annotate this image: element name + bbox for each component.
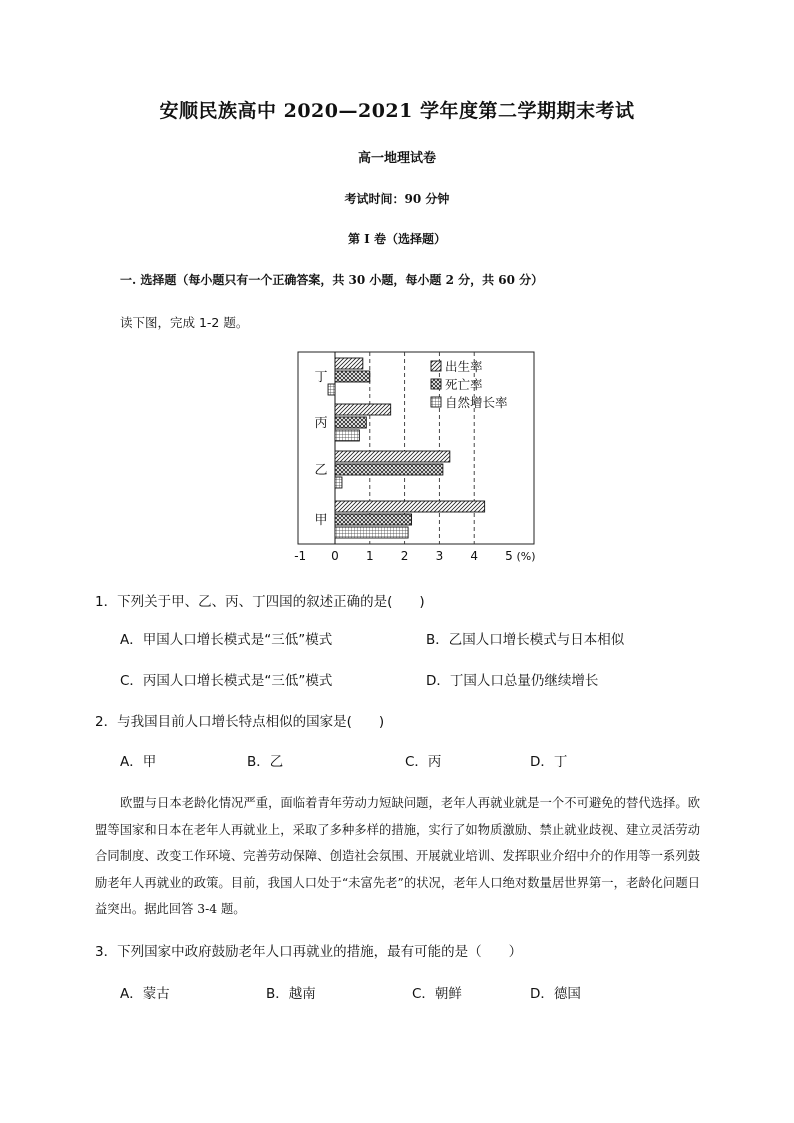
bar-丙-自然增长率 xyxy=(335,430,359,441)
q2-option-b: B．乙 xyxy=(247,754,284,770)
exam-time: 考试时间：90 分钟 xyxy=(344,192,450,206)
bar-乙-死亡率 xyxy=(335,464,443,475)
q2-option-a: A．甲 xyxy=(120,754,157,770)
q3-option-d: D．德国 xyxy=(530,986,581,1002)
question-2: 2．与我国目前人口增长特点相似的国家是( ) xyxy=(95,714,385,730)
x-tick-label--1: -1 xyxy=(294,549,307,563)
bar-乙-出生率 xyxy=(335,451,450,462)
legend-label-自然增长率: 自然增长率 xyxy=(445,395,508,410)
exam-title: 安顺民族高中 2020—2021 学年度第二学期期末考试 xyxy=(159,100,635,122)
legend-swatch-自然增长率 xyxy=(431,397,441,407)
x-tick-label-2: 2 xyxy=(400,549,409,563)
x-axis-unit: (%) xyxy=(516,550,536,563)
legend-label-出生率: 出生率 xyxy=(445,359,483,374)
bar-甲-出生率 xyxy=(335,501,485,512)
q2-option-c: C．丙 xyxy=(405,754,442,770)
figure-intro: 读下图，完成 1-2 题。 xyxy=(120,315,249,330)
exam-subtitle: 高一地理试卷 xyxy=(357,151,436,166)
bar-丁-自然增长率 xyxy=(328,384,335,395)
q1-option-a: A．甲国人口增长模式是“三低”模式 xyxy=(120,632,333,648)
question-1: 1．下列关于甲、乙、丙、丁四国的叙述正确的是( ) xyxy=(95,594,425,610)
x-tick-label-4: 4 xyxy=(470,549,479,563)
question-3: 3．下列国家中政府鼓励老年人口再就业的措施，最有可能的是（ ） xyxy=(95,944,523,960)
legend-swatch-出生率 xyxy=(431,361,441,371)
section-heading: 一. 选择题（每小题只有一个正确答案，共 30 小题，每小题 2 分，共 60 分） xyxy=(120,273,544,287)
q1-option-d: D．丁国人口总量仍继续增长 xyxy=(426,673,599,689)
population-bar-chart xyxy=(288,350,558,572)
bar-丙-死亡率 xyxy=(335,417,366,428)
legend-swatch-死亡率 xyxy=(431,379,441,389)
q1-option-b: B．乙国人口增长模式与日本相似 xyxy=(426,632,625,648)
x-tick-label-3: 3 xyxy=(435,549,444,563)
bar-乙-自然增长率 xyxy=(335,477,342,488)
reading-passage: 欧盟与日本老龄化情况严重，面临着青年劳动力短缺问题，老年人再就业就是一个不可避免的替代选择。欧盟等国家和日本在老年人再就业上，采取了多种多样的措施，实行了如物质激励、禁止就业歧视、建立灵活劳动合同制度、改变工作环境、完善劳动保障、创造社会氛围、开展就业培训、发挥职业介绍中介的作用等一系列鼓励老年人再就业的政策。目前，我国人口处于“未富先老”的状况，老年人口绝对数量居世界第一，老龄化问题日益突出。据此回答 3-4 题。 xyxy=(95,796,700,916)
x-tick-label-1: 1 xyxy=(365,549,374,563)
q1-option-c: C．丙国人口增长模式是“三低”模式 xyxy=(120,673,333,689)
part-heading: 第 I 卷（选择题） xyxy=(348,232,446,246)
bar-丁-死亡率 xyxy=(335,371,370,382)
category-label-丁: 丁 xyxy=(314,370,328,385)
category-label-丙: 丙 xyxy=(314,416,328,431)
category-label-乙: 乙 xyxy=(314,463,328,478)
q3-option-c: C．朝鲜 xyxy=(412,986,462,1002)
bar-丁-出生率 xyxy=(335,358,363,369)
q3-option-a: A．蒙古 xyxy=(120,986,170,1002)
bar-甲-死亡率 xyxy=(335,514,412,525)
bar-甲-自然增长率 xyxy=(335,527,408,538)
category-label-甲: 甲 xyxy=(314,513,328,528)
x-tick-label-0: 0 xyxy=(331,549,339,563)
q3-option-b: B．越南 xyxy=(266,986,316,1002)
plot-frame xyxy=(298,352,534,544)
legend-label-死亡率: 死亡率 xyxy=(445,377,483,392)
bar-丙-出生率 xyxy=(335,404,391,415)
q2-option-d: D．丁 xyxy=(530,754,568,770)
x-tick-label-5: 5 xyxy=(505,549,513,563)
